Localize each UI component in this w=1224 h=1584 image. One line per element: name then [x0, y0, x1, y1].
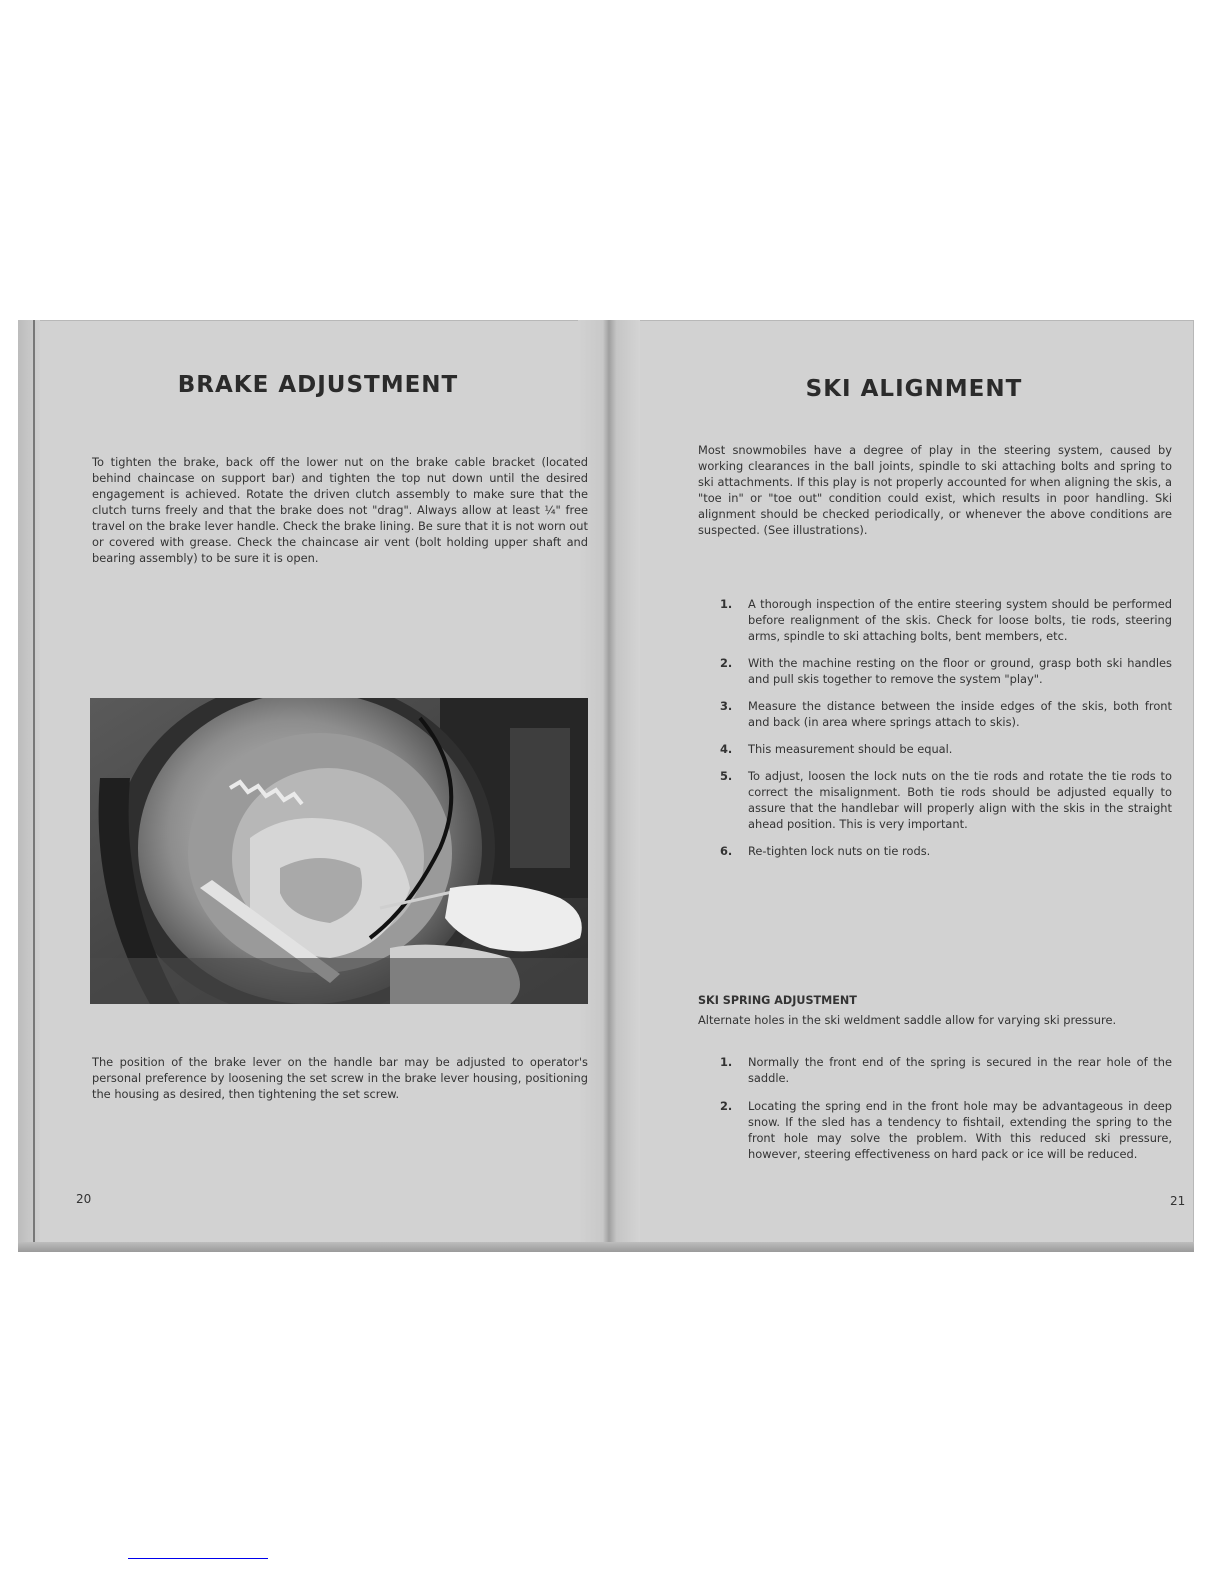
list-item: [720, 843, 1172, 859]
ski-alignment-intro: Most snowmobiles have a degree of play in the steering system, caused by working clearances in the ball joints, spindle to ski attaching bolts and spring to ski attachments. If this play is not properly accounted for when aligning the skis, a "toe in" or "toe out" condition could exist, which results in poor handling. Ski alignment should be checked periodically, or whenever the above conditions are suspected. (See illustrations).: [698, 443, 1172, 537]
list-item: [720, 1098, 1172, 1162]
page-number-left: 20: [76, 1192, 92, 1206]
brake-adjustment-text: To tighten the brake, back off the lower nut on the brake cable bracket (located behind chaincase on support bar) and tighten the top nut down until the desired engagement is achieved. Rotate the driven clutch assembly to make sure that the clutch turns freely and that the brake does not "drag". Always allow at least ¼" free travel on the brake lever handle. Check the brake lining. Be sure that it is not worn out or covered with grease. Check the chaincase air vent (bolt holding upper shaft and bearing assembly) to be sure it is open.: [92, 455, 588, 565]
list-item: [720, 741, 1172, 757]
ski-alignment-heading: SKI ALIGNMENT: [805, 376, 1023, 402]
ski-spring-steps: [720, 1054, 1172, 1162]
list-item: [720, 596, 1172, 644]
step-number: 2.: [720, 1099, 733, 1113]
ski-spring-adjustment-heading: SKI SPRING ADJUSTMENT: [698, 994, 857, 1007]
step-number: 5.: [720, 769, 733, 783]
step-number: 4.: [720, 742, 733, 756]
page-number-right: 21: [1170, 1194, 1186, 1208]
left-book-edge: [18, 320, 40, 1252]
step-text: With the machine resting on the floor or ground, grasp both ski handles and pull skis together to remove the system "play".: [748, 656, 1172, 686]
step-text: Locating the spring end in the front hole may be advantageous in deep snow. If the sled has a tendency to fishtail, extending the spring to the front hole may solve the problem. With this reduced ski pressure, however, steering effectiveness on hard pack or ice will be reduced.: [748, 1099, 1172, 1161]
list-item: [720, 1054, 1172, 1086]
book-spread: [18, 320, 1194, 1252]
list-item: [720, 768, 1172, 832]
step-text: Re-tighten lock nuts on tie rods.: [748, 844, 931, 858]
step-number: 6.: [720, 844, 733, 858]
step-number: 3.: [720, 699, 733, 713]
left-page: [58, 320, 588, 1252]
step-number: 2.: [720, 656, 733, 670]
brake-lever-caption: The position of the brake lever on the handle bar may be adjusted to operator's personal preference by loosening the set screw in the brake lever housing, positioning the housing as desired, then tightening the set screw.: [92, 1055, 588, 1101]
list-item: [720, 655, 1172, 687]
list-item: [720, 698, 1172, 730]
ski-spring-intro: Alternate holes in the ski weldment saddle allow for varying ski pressure.: [698, 1013, 1117, 1027]
link-underline: [128, 1558, 268, 1559]
step-text: Measure the distance between the inside edges of the skis, both front and back (in area where springs attach to skis).: [748, 699, 1172, 729]
step-number: 1.: [720, 597, 733, 611]
brake-assembly-photo: [90, 698, 588, 1004]
ski-alignment-steps: [720, 596, 1172, 859]
step-text: This measurement should be equal.: [748, 742, 953, 756]
brake-adjustment-heading: BRAKE ADJUSTMENT: [177, 372, 459, 398]
step-text: A thorough inspection of the entire steering system should be performed before realignment of the skis. Check for loose bolts, tie rods, steering arms, spindle to ski attaching bolts, bent members, etc.: [748, 597, 1172, 643]
step-text: Normally the front end of the spring is secured in the rear hole of the saddle.: [748, 1055, 1172, 1085]
right-page: [640, 320, 1188, 1252]
step-number: 1.: [720, 1055, 733, 1069]
step-text: To adjust, loosen the lock nuts on the tie rods and rotate the tie rods to correct the misalignment. Both tie rods should be adjusted equally to assure that the handlebar will properly align with the skis in the straight ahead position. This is very important.: [748, 769, 1172, 831]
left-edge-line: [33, 320, 35, 1252]
